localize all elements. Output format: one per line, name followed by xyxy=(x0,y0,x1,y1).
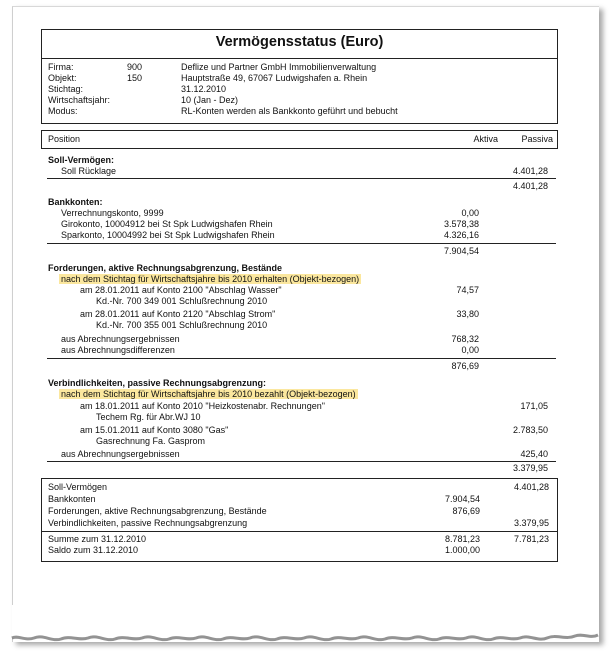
header-code: 900 xyxy=(127,62,143,72)
page-title: Vermögensstatus (Euro) xyxy=(215,34,384,50)
forderungen-row-label: aus Abrechnungsergebnissen xyxy=(61,334,180,344)
subtotal-rule xyxy=(47,178,556,179)
highlighted-note: nach dem Stichtag für Wirtschaftsjahre bis 2010 erhalten (Objekt-bezogen) xyxy=(61,274,360,284)
verbindlichkeiten-note xyxy=(61,389,358,400)
section-heading-verbindlichkeiten: Verbindlichkeiten, passive Rechnungsabgrenzung: xyxy=(48,378,267,388)
saldo-label: Saldo zum 31.12.2010 xyxy=(48,545,139,555)
forderungen-row-label: am 28.01.2011 auf Konto 2100 "Abschlag Wasser" xyxy=(80,285,282,295)
subtotal-rule xyxy=(47,243,556,244)
column-passiva: Passiva xyxy=(521,134,553,144)
bank-row-label: Verrechnungskonto, 9999 xyxy=(61,208,164,218)
forderungen-row-label: am 28.01.2011 auf Konto 2120 "Abschlag Strom" xyxy=(80,309,276,319)
forderungen-row-label: aus Abrechnungsdifferenzen xyxy=(61,345,175,355)
subtotal-rule xyxy=(47,461,556,462)
header-label: Firma: xyxy=(48,62,74,72)
header-value: RL-Konten werden als Bankkonto geführt und bebucht xyxy=(181,106,398,116)
bank-row-label: Sparkonto, 10004992 bei St Spk Ludwigshafen Rhein xyxy=(61,230,275,240)
summary-row-label: Bankkonten xyxy=(48,494,96,504)
header-value: 31.12.2010 xyxy=(181,84,227,94)
summe-aktiva: 8.781,23 xyxy=(444,534,480,544)
summary-row-passiva: 4.401,28 xyxy=(513,482,549,492)
bank-total-aktiva: 7.904,54 xyxy=(443,246,479,256)
summary-row-label: Verbindlichkeiten, passive Rechnungsabgrenzung xyxy=(48,518,248,528)
saldo-aktiva: 1.000,00 xyxy=(444,545,480,555)
verbindlichkeiten-row-passiva: 425,40 xyxy=(520,449,548,459)
bank-row-aktiva: 0,00 xyxy=(461,208,479,218)
summary-row-aktiva: 876,69 xyxy=(452,506,480,516)
summary-row-label: Soll-Vermögen xyxy=(48,482,108,492)
verbindlichkeiten-row-passiva: 2.783,50 xyxy=(512,425,548,435)
header-label: Wirtschaftsjahr: xyxy=(48,95,111,105)
verbindlichkeiten-row-label: am 18.01.2011 auf Konto 2010 "Heizkostenabr. Rechnungen" xyxy=(80,401,325,411)
forderungen-total-aktiva: 876,69 xyxy=(451,361,479,371)
soll-row-label: Soll Rücklage xyxy=(61,166,117,176)
verbindlichkeiten-row-label: aus Abrechnungsergebnissen xyxy=(61,449,180,459)
forderungen-row-aktiva: 768,32 xyxy=(451,334,479,344)
column-position: Position xyxy=(48,134,81,144)
summary-row-passiva: 3.379,95 xyxy=(513,518,549,528)
verbindlichkeiten-row-passiva: 171,05 xyxy=(520,401,548,411)
section-heading-forderungen: Forderungen, aktive Rechnungsabgrenzung, Bestände xyxy=(48,263,283,273)
header-value: Hauptstraße 49, 67067 Ludwigshafen a. Rhein xyxy=(181,73,368,83)
header-value: 10 (Jan - Dez) xyxy=(181,95,239,105)
summe-label: Summe zum 31.12.2010 xyxy=(48,534,147,544)
torn-paper-edge xyxy=(0,605,615,658)
summary-divider xyxy=(42,531,557,532)
header-label: Objekt: xyxy=(48,73,77,83)
header-code: 150 xyxy=(127,73,143,83)
bank-row-aktiva: 3.578,38 xyxy=(443,219,479,229)
soll-total-passiva: 4.401,28 xyxy=(512,181,548,191)
summary-row-aktiva: 7.904,54 xyxy=(444,494,480,504)
header-label: Modus: xyxy=(48,106,78,116)
verbindlichkeiten-row-label: Techem Rg. für Abr.WJ 10 xyxy=(96,412,201,422)
header-label: Stichtag: xyxy=(48,84,84,94)
summary-box xyxy=(41,478,558,562)
forderungen-row-label: Kd.-Nr. 700 349 001 Schlußrechnung 2010 xyxy=(96,296,268,306)
title-divider xyxy=(42,58,557,59)
forderungen-note xyxy=(61,274,361,285)
title-box xyxy=(41,29,558,124)
soll-row-passiva: 4.401,28 xyxy=(512,166,548,176)
verbindlichkeiten-row-label: Gasrechnung Fa. Gasprom xyxy=(96,436,206,446)
verbindlichkeiten-row-label: am 15.01.2011 auf Konto 3080 "Gas" xyxy=(80,425,229,435)
highlighted-note: nach dem Stichtag für Wirtschaftsjahre bis 2010 bezahlt (Objekt-bezogen) xyxy=(61,389,356,399)
header-value: Deflize und Partner GmbH Immobilienverwaltung xyxy=(181,62,377,72)
forderungen-row-aktiva: 74,57 xyxy=(456,285,479,295)
summary-row-label: Forderungen, aktive Rechnungsabgrenzung, Bestände xyxy=(48,506,267,516)
section-heading-soll: Soll-Vermögen: xyxy=(48,155,115,165)
section-heading-bank: Bankkonten: xyxy=(48,197,103,207)
forderungen-row-aktiva: 0,00 xyxy=(461,345,479,355)
summe-passiva: 7.781,23 xyxy=(513,534,549,544)
forderungen-row-label: Kd.-Nr. 700 355 001 Schlußrechnung 2010 xyxy=(96,320,268,330)
column-aktiva: Aktiva xyxy=(473,134,498,144)
subtotal-rule xyxy=(47,358,556,359)
forderungen-row-aktiva: 33,80 xyxy=(456,309,479,319)
verbindlichkeiten-total-passiva: 3.379,95 xyxy=(512,463,548,473)
column-header-bar xyxy=(41,130,558,149)
bank-row-label: Girokonto, 10004912 bei St Spk Ludwigshafen Rhein xyxy=(61,219,273,229)
bank-row-aktiva: 4.326,16 xyxy=(443,230,479,240)
